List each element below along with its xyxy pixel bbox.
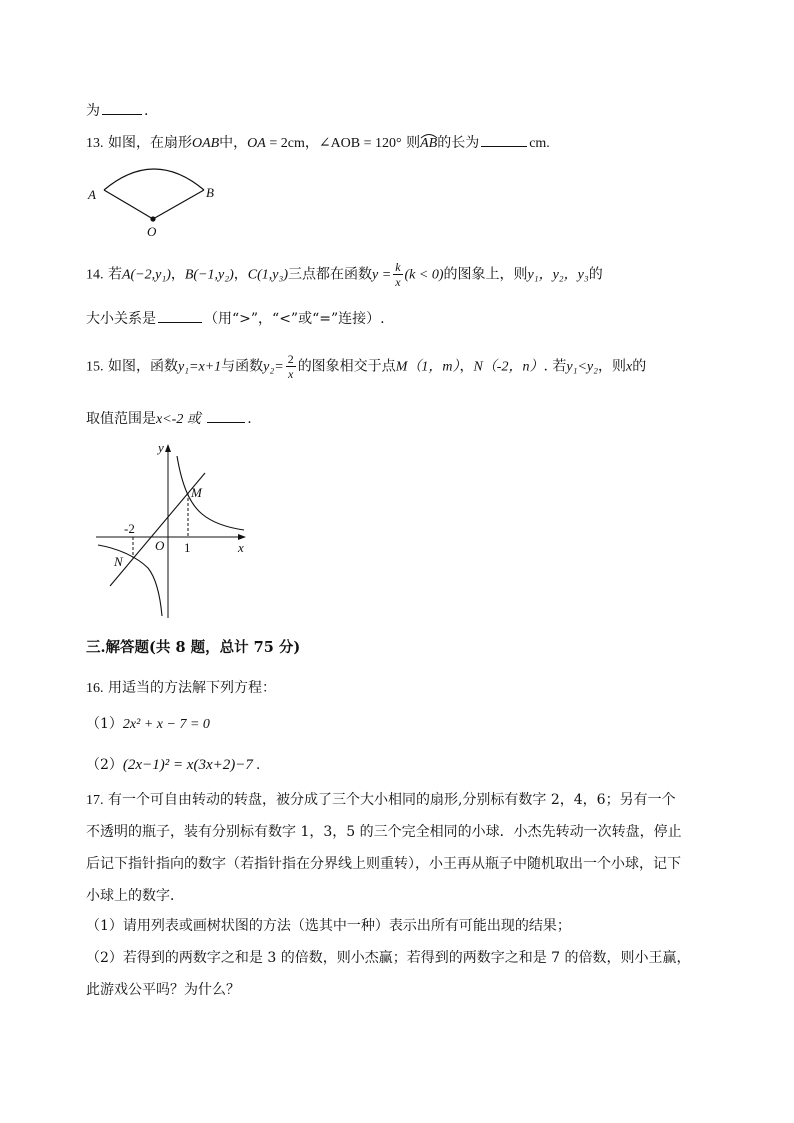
carry-prefix: 为 bbox=[86, 103, 100, 119]
point-a: A(−2,y₁) bbox=[121, 267, 171, 283]
question-number: 13. bbox=[86, 136, 104, 151]
question-13: 13. 如图，在扇形OAB中，OA = 2cm，∠AOB = 120° 则AB 的长为 cm. bbox=[86, 132, 550, 154]
q13-text: 如图，在扇形 bbox=[107, 135, 192, 151]
question-number: 17. bbox=[86, 793, 104, 808]
question-17-line4: 小球上的数字． bbox=[86, 888, 184, 904]
q14-text: 大小关系是 bbox=[86, 311, 156, 327]
q13-text: 的长为 bbox=[437, 135, 480, 151]
question-17-line3: 后记下指针指向的数字（若指针指在分界线上则重转），小王再从瓶子中随机取出一个小球，记下 bbox=[86, 856, 681, 872]
q17-sub-2: （2）若得到的两数字之和是 3 的倍数，则小杰赢；若得到的两数字之和是 7 的倍数，则小王赢， bbox=[86, 950, 691, 966]
q13-oa: OA bbox=[247, 136, 266, 151]
part-label: （2） bbox=[86, 757, 123, 773]
question-14-line2 bbox=[86, 308, 385, 329]
func-lhs: y = bbox=[372, 267, 392, 283]
q14-text: 的图象上，则 bbox=[443, 266, 528, 283]
sector-radius-oa bbox=[104, 190, 153, 219]
equation-2: (2x−1)² = x(3x+2)−7 . bbox=[122, 757, 261, 773]
question-15-line2 bbox=[86, 408, 252, 430]
q15-text: . 若 bbox=[543, 358, 567, 375]
q17-sub-1: （1）请用列表或画树状图的方法（选其中一种）表示出所有可能出现的结果； bbox=[86, 918, 571, 934]
q14-vars: y₁，y₂，y₃ bbox=[527, 267, 589, 283]
sector-arc bbox=[104, 169, 204, 190]
label-b: B bbox=[206, 185, 214, 200]
q15-text: ，则 bbox=[597, 358, 626, 375]
tick-label-neg2: -2 bbox=[124, 521, 135, 536]
func-condition: (k < 0) bbox=[404, 267, 444, 283]
section-heading: 三.解答题(共 8 题，总计 75 分) bbox=[86, 639, 301, 656]
point-m: M（1，m） bbox=[395, 359, 460, 375]
q14-text: 三点都在函数 bbox=[288, 266, 373, 283]
function-y2-fraction: $\frac{2}{x}$ bbox=[287, 352, 294, 381]
label-a: A bbox=[88, 187, 96, 202]
q17-text: 有一个可自由转动的转盘，被分成了三个大小相同的扇形,分别标有数字 2，4，6；另有一个 bbox=[107, 792, 676, 808]
hyperbola-branch-left bbox=[98, 545, 162, 616]
question-16 bbox=[86, 678, 276, 699]
label-o: O bbox=[147, 224, 157, 239]
label-m: M bbox=[191, 485, 202, 500]
point-n: N（-2，n） bbox=[473, 359, 544, 375]
q15-compare: y₁<y₂ bbox=[566, 359, 598, 375]
q13-angle: ∠AOB = 120° bbox=[318, 136, 402, 151]
center-point bbox=[150, 216, 155, 221]
sector-radius-ob bbox=[153, 190, 204, 219]
question-17-line1 bbox=[86, 790, 676, 811]
q14-text: 若 bbox=[107, 266, 122, 283]
q15-text: 的 bbox=[632, 358, 647, 375]
y-axis-arrow bbox=[165, 444, 171, 452]
q13-sector: OAB bbox=[191, 136, 220, 151]
answer-blank bbox=[102, 100, 142, 115]
arc-symbol bbox=[420, 133, 438, 139]
q15-range: x<-2 或 bbox=[156, 412, 201, 427]
answer-blank bbox=[158, 308, 202, 323]
function-y2: y₂= bbox=[263, 359, 284, 375]
q13-oa-value: = 2cm bbox=[265, 136, 305, 151]
carry-suffix: . bbox=[144, 103, 149, 119]
equation-1: 2x² + x − 7 = 0 bbox=[122, 717, 210, 732]
point-c: C(1,y₃) bbox=[247, 267, 289, 283]
point-b: B(−1,y₂) bbox=[184, 267, 234, 283]
question-number: 14. bbox=[86, 267, 104, 283]
hyperbola-branch-right bbox=[177, 456, 244, 530]
q13-arc: AB bbox=[420, 136, 437, 151]
question-number: 16. bbox=[86, 681, 104, 696]
question-number: 15. bbox=[86, 359, 104, 375]
label-n: N bbox=[114, 554, 123, 569]
part-label: （1） bbox=[86, 716, 123, 732]
q15-text: 的图象相交于点 bbox=[297, 358, 396, 375]
q15-text: 取值范围是 bbox=[86, 411, 156, 427]
q16-title: 用适当的方法解下列方程： bbox=[107, 680, 276, 696]
q15-var: x bbox=[625, 359, 633, 375]
answer-blank bbox=[481, 132, 527, 147]
question-15: 15. 如图，函数y₁=x+1与函数y₂= $\frac{2}{x}$ 的图象相交于点M（1，m），N（-2，n）. 若y₁<y₂，则x的 bbox=[86, 352, 647, 381]
q16-part-2 bbox=[86, 755, 260, 775]
q14-text: （用“>”，“<”或“=”连接）. bbox=[204, 311, 385, 327]
func-fraction: $\frac{k}{x}$ bbox=[395, 260, 401, 289]
q14-text: 的 bbox=[588, 266, 603, 283]
q13-text: 中， bbox=[219, 135, 248, 151]
question-14: 14. 若A(−2,y₁)，B(−1,y₂)，C(1,y₃)三点都在函数y = $\frac{k}{x}$ (k < 0)的图象上，则y₁，y₂，y₃的 bbox=[86, 260, 603, 289]
function-graph bbox=[92, 436, 252, 622]
q13-text: 则 bbox=[406, 135, 421, 151]
sector-figure bbox=[84, 160, 224, 240]
q15-text: 如图，函数 bbox=[107, 358, 178, 375]
function-y1: y₁=x+1 bbox=[177, 359, 222, 375]
q17-sub-2-cont: 此游戏公平吗？为什么？ bbox=[86, 982, 240, 998]
answer-blank bbox=[207, 408, 245, 423]
carry-over-line bbox=[86, 100, 148, 121]
q13-unit: cm. bbox=[529, 136, 550, 151]
x-axis-label: x bbox=[238, 540, 244, 555]
question-17-line2: 不透明的瓶子，装有分别标有数字 1，3，5 的三个完全相同的小球．小杰先转动一次转盘，停止 bbox=[86, 824, 682, 840]
origin-label: O bbox=[155, 538, 165, 553]
q15-text: . bbox=[247, 411, 252, 427]
y-axis-label: y bbox=[158, 440, 164, 455]
q16-part-1 bbox=[86, 714, 210, 735]
tick-label-1: 1 bbox=[184, 540, 191, 555]
q15-text: 与函数 bbox=[221, 358, 264, 375]
